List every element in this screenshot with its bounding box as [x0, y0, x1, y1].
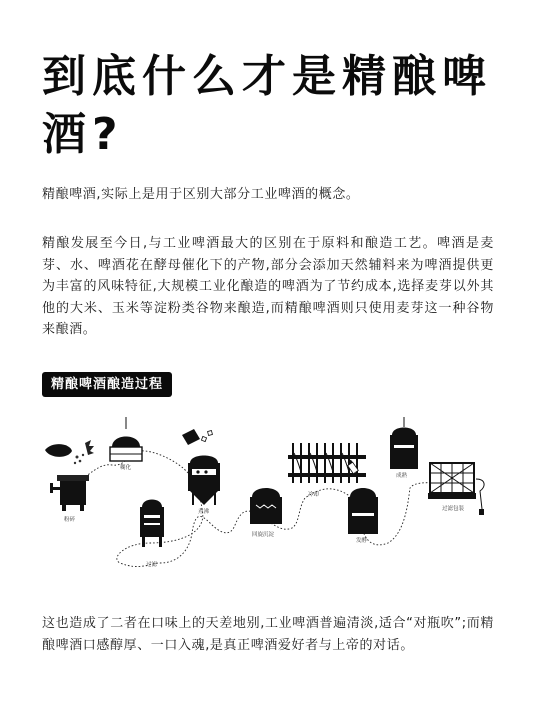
page-title: 到底什么才是精酿啤酒?	[42, 51, 492, 160]
section-label: 精酿啤酒酿造过程	[42, 372, 172, 397]
step-label-crush: 粉碎	[64, 517, 76, 523]
wort-chiller-icon	[288, 443, 366, 483]
step-label-filter: 过滤	[146, 562, 158, 568]
fermenter-icon	[348, 488, 378, 533]
mash-tun-icon	[110, 417, 142, 461]
brewing-process-diagram	[30, 413, 504, 583]
step-label-boil: 煮沸	[198, 509, 210, 515]
whirlpool-tank-icon	[250, 488, 282, 523]
step-label-age: 成熟	[396, 473, 408, 479]
lauter-tun-icon	[140, 500, 164, 548]
step-label-cool: 冷却	[308, 492, 320, 498]
step-label-whirlpool: 回旋沉淀	[252, 532, 275, 538]
grain-mill-icon	[50, 475, 89, 511]
hops-bucket-icon	[182, 429, 212, 445]
difference-paragraph: 精酿发展至今日,与工业啤酒最大的区别在于原料和酿造工艺。啤酒是麦芽、水、啤酒花在酵母催化下的产物,部分会添加天然辅料来为啤酒提供更为丰富的风味特征,大规模工业化酿造的啤酒为了节约成本,选择麦芽以外其他的大米、玉米等淀粉类谷物来酿造,而精酿啤酒则只使用麦芽这一种谷物来酿酒。	[42, 236, 494, 337]
intro-paragraph: 精酿啤酒,实际上是用于区别大部分工业啤酒的概念。	[42, 187, 360, 202]
step-label-ferment: 发酵	[356, 538, 368, 544]
conditioning-tank-icon	[390, 417, 418, 469]
conclusion-paragraph: 这也造成了二者在口味上的天差地别,工业啤酒普遍清淡,适合“对瓶吹”;而精酿啤酒口感醇厚、一口入魂,是真正啤酒爱好者与上帝的对话。	[42, 616, 494, 653]
malt-grain-icon	[45, 440, 94, 464]
step-label-mash: 糊化	[120, 465, 132, 471]
boil-kettle-icon	[188, 456, 220, 506]
step-label-package: 过滤包装	[442, 506, 465, 512]
